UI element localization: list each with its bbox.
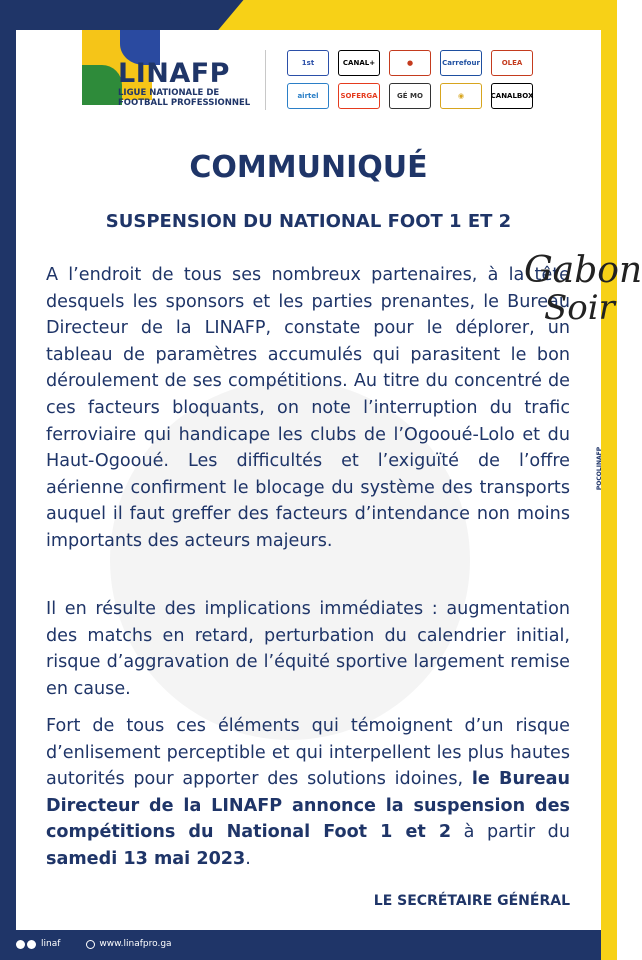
footer-social: linaf xyxy=(41,939,61,949)
sponsor-logo: OLEA xyxy=(491,50,533,76)
p3-date: samedi 13 mai 2023 xyxy=(46,848,246,869)
gabon-soir-watermark xyxy=(520,250,642,340)
sponsor-logo: SOFERGA xyxy=(338,83,380,109)
sponsor-logo: GÉ MO xyxy=(389,83,431,109)
sponsor-logo: airtel xyxy=(287,83,329,109)
p3-start: Fort de tous ces éléments qui témoignent d’un risque d’enlisement perceptible et qui interpellent les plus hautes autorités pour apporter des solutions idoines, xyxy=(46,716,570,790)
p3-mid: à partir du xyxy=(451,822,570,843)
stamp-line2: Soir xyxy=(544,288,615,328)
p3-end: . xyxy=(245,848,251,869)
globe-icon xyxy=(86,940,95,949)
sponsor-logo: CANAL+ xyxy=(338,50,380,76)
sponsor-logo: ● xyxy=(389,50,431,76)
footer-website: www.linafpro.ga xyxy=(99,939,172,949)
signature: LE SECRÉTAIRE GÉNÉRAL xyxy=(373,893,570,909)
frame-yellow-top-band xyxy=(205,0,617,32)
logo-divider xyxy=(265,50,266,110)
sponsor-logo: ◉ xyxy=(440,83,482,109)
sponsor-logo: Carrefour xyxy=(440,50,482,76)
logo-sub-line2: FOOTBALL PROFESSIONNEL xyxy=(118,98,251,108)
paragraph-1: A l’endroit de tous ses nombreux partenaires, à la tête desquels les sponsors et les parties prenantes, le Bureau Directeur de la LINAFP, constate pour le déplorer, un tableau de paramètres accumulés qui parasitent le bon déroulement de ses compétitions. Au titre du concentré de ces facteurs bloquants, on note l’interruption du trafic ferroviaire qui handicape les clubs de l’Ogooué-Lolo et du Haut-Ogooué. Les difficultés et l’exiguïté de l’offre aérienne confirment le blocage du système des transports auquel il faut greffer des facteurs d’intendance non moins importants des acteurs majeurs. xyxy=(46,265,570,551)
side-credit: POCOLINAFP xyxy=(596,446,604,491)
facebook-icon xyxy=(16,940,25,949)
logo-subtitle xyxy=(118,88,258,108)
logo-sub-line1: LIGUE NATIONALE DE xyxy=(118,88,220,98)
sponsor-logo: CANALBOX xyxy=(491,83,533,109)
sponsor-logo: 1st xyxy=(287,50,329,76)
stamp-line1: Gabon xyxy=(524,250,642,291)
instagram-icon xyxy=(27,940,36,949)
page-subtitle: SUSPENSION DU NATIONAL FOOT 1 ET 2 xyxy=(105,211,512,232)
logo-name: LINAFP xyxy=(118,58,230,89)
p3-bold-announcement: le Bureau Directeur de la LINAFP annonce la suspension des compétitions du National Foot 1 et 2 xyxy=(46,769,570,843)
paragraph-3 xyxy=(46,713,570,873)
page-title: COMMUNIQUÉ xyxy=(189,150,428,185)
paragraph-2: Il en résulte des implications immédiates : augmentation des matchs en retard, perturbation du calendrier initial, risque d’aggravation de l’équité sportive largement remise en cause. xyxy=(46,599,570,699)
footer xyxy=(16,930,172,958)
linafp-logo xyxy=(82,30,282,110)
